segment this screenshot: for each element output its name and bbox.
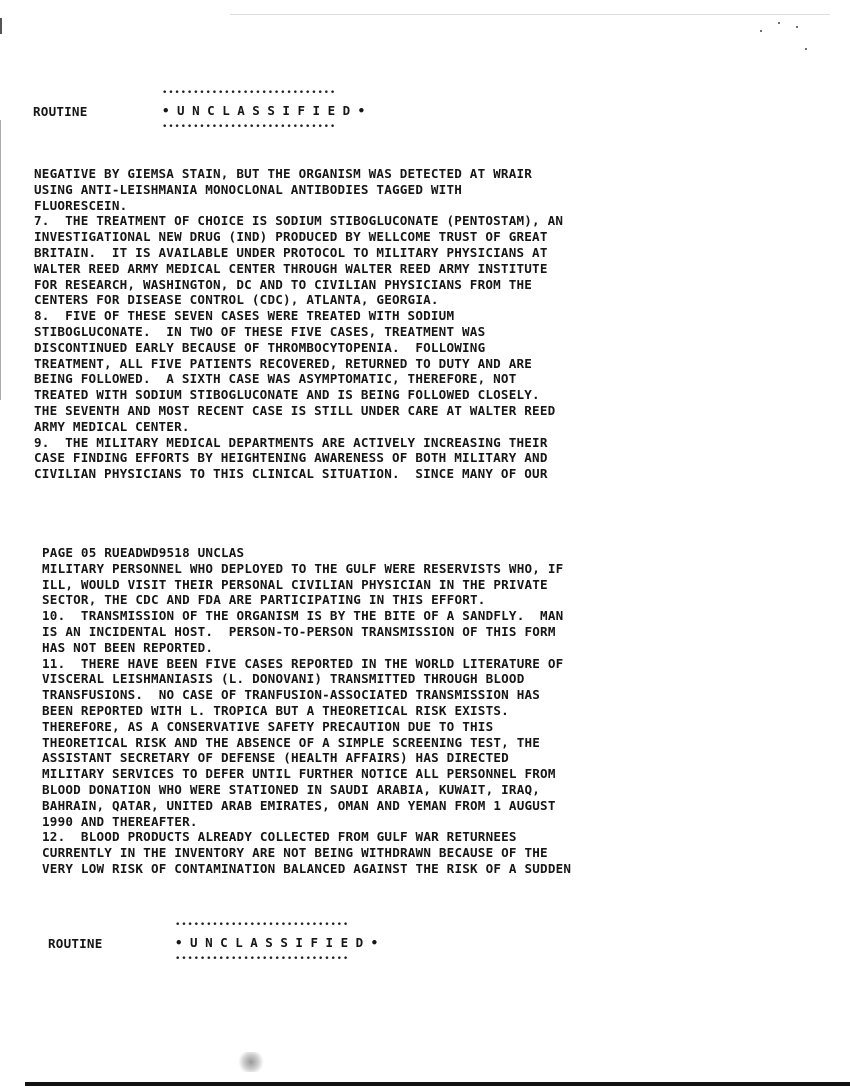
text-line: MILITARY SERVICES TO DEFER UNTIL FURTHER NOTICE ALL PERSONNEL FROM [42,766,556,782]
scan-smudge [236,1052,266,1072]
text-line: ARMY MEDICAL CENTER. [34,418,190,434]
footer-border-top: •••••••••••••••••••••••••••• [175,920,350,930]
header-routine-label: ROUTINE [33,104,88,119]
footer-border-bottom: •••••••••••••••••••••••••••• [175,954,350,964]
text-line: THEREFORE, AS A CONSERVATIVE SAFETY PRECAUTION DUE TO THIS [42,718,494,734]
body-block-1 [34,166,563,482]
text-line: CASE FINDING EFFORTS BY HEIGHTENING AWARENESS OF BOTH MILITARY AND [34,450,548,466]
text-line: 12. BLOOD PRODUCTS ALREADY COLLECTED FROM GULF WAR RETURNEES [42,829,517,845]
text-line: PAGE 05 RUEADWD9518 UNCLAS [42,545,245,560]
text-line: BRITAIN. IT IS AVAILABLE UNDER PROTOCOL TO MILITARY PHYSICIANS AT [34,244,548,260]
text-line: INVESTIGATIONAL NEW DRUG (IND) PRODUCED BY WELLCOME TRUST OF GREAT [34,229,548,245]
text-line: CURRENTLY IN THE INVENTORY ARE NOT BEING WITHDRAWN BECAUSE OF THE [42,845,548,861]
body-block-2 [42,545,571,877]
text-line: SECTOR, THE CDC AND FDA ARE PARTICIPATING IN THIS EFFORT. [42,592,486,608]
text-line: NEGATIVE BY GIEMSA STAIN, BUT THE ORGANISM WAS DETECTED AT WRAIR [34,166,533,181]
text-line: USING ANTI-LEISHMANIA MONOCLONAL ANTIBODIES TAGGED WITH [34,181,463,197]
text-line: 7. THE TREATMENT OF CHOICE IS SODIUM STIBOGLUCONATE (PENTOSTAM), AN [34,213,564,229]
header-border-top: •••••••••••••••••••••••••••• [162,88,337,98]
footer-classification: • U N C L A S S I F I E D • [175,935,379,950]
text-line: THE SEVENTH AND MOST RECENT CASE IS STILL UNDER CARE AT WALTER REED [34,402,556,418]
text-line: WALTER REED ARMY MEDICAL CENTER THROUGH WALTER REED ARMY INSTITUTE [34,260,548,276]
scan-top-line [230,14,830,15]
text-line: FOR RESEARCH, WASHINGTON, DC AND TO CIVILIAN PHYSICIANS FROM THE [34,276,533,292]
text-line: THEORETICAL RISK AND THE ABSENCE OF A SIMPLE SCREENING TEST, THE [42,734,541,750]
text-line: TREATED WITH SODIUM STIBOGLUCONATE AND IS BEING FOLLOWED CLOSELY. [34,387,540,403]
header-border-bottom: •••••••••••••••••••••••••••• [162,122,337,132]
text-line: MILITARY PERSONNEL WHO DEPLOYED TO THE GULF WERE RESERVISTS WHO, IF [42,560,564,576]
text-line: HAS NOT BEEN REPORTED. [42,639,214,655]
text-line: CENTERS FOR DISEASE CONTROL (CDC), ATLANTA, GEORGIA. [34,292,439,308]
header-classification: • U N C L A S S I F I E D • [162,103,366,118]
text-line: FLUORESCEIN. [34,197,128,213]
scan-edge-mark [0,18,2,34]
scan-speck [805,48,807,50]
text-line: ILL, WOULD VISIT THEIR PERSONAL CIVILIAN PHYSICIAN IN THE PRIVATE [42,576,548,592]
scan-speck [760,30,762,32]
text-line: TRANSFUSIONS. NO CASE OF TRANFUSION-ASSOCIATED TRANSMISSION HAS [42,687,541,703]
scan-speck [796,26,798,28]
text-line: 9. THE MILITARY MEDICAL DEPARTMENTS ARE ACTIVELY INCREASING THEIR [34,434,548,450]
text-line: BLOOD DONATION WHO WERE STATIONED IN SAUDI ARABIA, KUWAIT, IRAQ, [42,781,541,797]
text-line: VERY LOW RISK OF CONTAMINATION BALANCED AGAINST THE RISK OF A SUDDEN [42,860,572,876]
text-line: 1990 AND THEREAFTER. [42,813,198,829]
text-line: 11. THERE HAVE BEEN FIVE CASES REPORTED IN THE WORLD LITERATURE OF [42,655,564,671]
footer-routine-label: ROUTINE [48,936,103,951]
text-line: VISCERAL LEISHMANIASIS (L. DONOVANI) TRANSMITTED THROUGH BLOOD [42,671,525,687]
text-line: BEEN REPORTED WITH L. TROPICA BUT A THEORETICAL RISK EXISTS. [42,702,509,718]
scan-bottom-bar [25,1082,850,1086]
scan-edge-line [0,120,1,400]
text-line: BAHRAIN, QATAR, UNITED ARAB EMIRATES, OMAN AND YEMAN FROM 1 AUGUST [42,797,556,813]
text-line: IS AN INCIDENTAL HOST. PERSON-TO-PERSON TRANSMISSION OF THIS FORM [42,623,556,639]
text-line: TREATMENT, ALL FIVE PATIENTS RECOVERED, RETURNED TO DUTY AND ARE [34,355,533,371]
text-line: 10. TRANSMISSION OF THE ORGANISM IS BY THE BITE OF A SANDFLY. MAN [42,608,564,624]
text-line: ASSISTANT SECRETARY OF DEFENSE (HEALTH AFFAIRS) HAS DIRECTED [42,750,509,766]
text-line: 8. FIVE OF THESE SEVEN CASES WERE TREATED WITH SODIUM [34,308,455,324]
text-line: DISCONTINUED EARLY BECAUSE OF THROMBOCYTOPENIA. FOLLOWING [34,339,486,355]
text-line: STIBOGLUCONATE. IN TWO OF THESE FIVE CASES, TREATMENT WAS [34,323,486,339]
scan-speck [778,22,780,24]
text-line: CIVILIAN PHYSICIANS TO THIS CLINICAL SITUATION. SINCE MANY OF OUR [34,466,548,482]
text-line: BEING FOLLOWED. A SIXTH CASE WAS ASYMPTOMATIC, THEREFORE, NOT [34,371,517,387]
